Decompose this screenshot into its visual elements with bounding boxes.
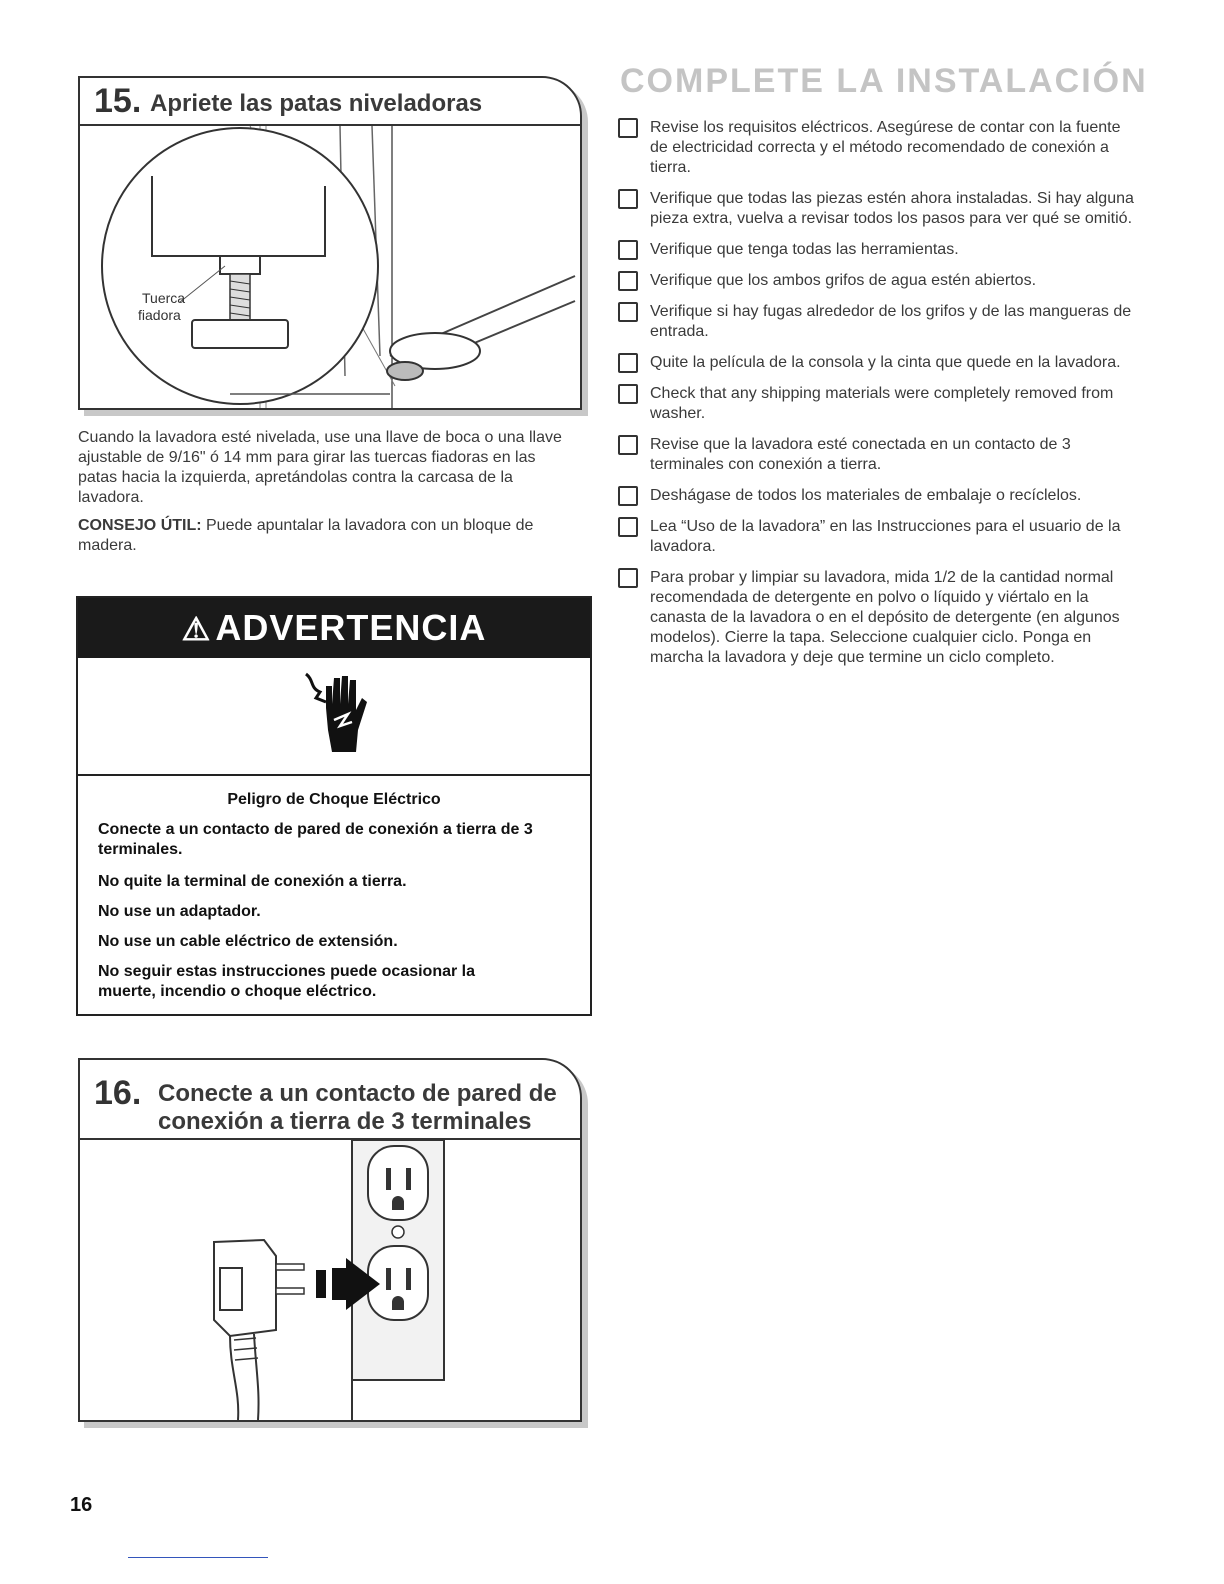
step-15-panel bbox=[78, 76, 582, 410]
step-16-panel bbox=[78, 1058, 582, 1422]
electric-hand-icon bbox=[304, 668, 374, 758]
checkbox[interactable] bbox=[618, 517, 638, 537]
checklist-item-text: Revise que la lavadora esté conectada en un contacto de 3 terminales con conexión a tierra. bbox=[650, 436, 1071, 473]
checkbox[interactable] bbox=[618, 353, 638, 373]
checkbox[interactable] bbox=[618, 435, 638, 455]
step-15-header bbox=[80, 78, 580, 126]
checklist-item-text: Revise los requisitos eléctricos. Asegúrese de contar con la fuente de electricidad correcta y el método recomendado de conexión a tierra. bbox=[650, 119, 1121, 176]
warning-line-terminal: No quite la terminal de conexión a tierra. bbox=[98, 873, 407, 890]
installation-checklist bbox=[618, 118, 1138, 679]
warning-banner-text: ADVERTENCIA bbox=[215, 607, 487, 648]
step-16-title-line1: Conecte a un contacto de pared de bbox=[158, 1080, 557, 1107]
checklist-item[interactable] bbox=[618, 189, 1138, 229]
step-16-number: 16. bbox=[94, 1074, 142, 1112]
checkbox[interactable] bbox=[618, 568, 638, 588]
checkbox[interactable] bbox=[618, 271, 638, 291]
step-15-instructions: Cuando la lavadora esté nivelada, use una llave de boca o una llave ajustable de 9/16" ó 14 mm para girar las tuercas fiadoras en las patas hacia la izquierda, apretándolas contra la carcasa de la lavadora. bbox=[78, 429, 562, 506]
page-number: 16 bbox=[70, 1494, 93, 1516]
complete-installation-title: COMPLETE LA INSTALACIÓN bbox=[620, 62, 1148, 100]
warning-line-grounding: Conecte a un contacto de pared de conexión a tierra de 3 terminales. bbox=[98, 821, 533, 858]
checklist-item-text: Verifique si hay fugas alrededor de los grifos y de las mangueras de entrada. bbox=[650, 303, 1132, 340]
checkbox[interactable] bbox=[618, 302, 638, 322]
electric-shock-warning bbox=[76, 596, 592, 1016]
checkbox[interactable] bbox=[618, 486, 638, 506]
step-16-title-line2: conexión a tierra de 3 terminales bbox=[158, 1108, 532, 1135]
step-15-title: Apriete las patas niveladoras bbox=[150, 90, 483, 117]
checklist-item-text: Check that any shipping materials were completely removed from washer. bbox=[650, 385, 1114, 422]
useful-tip-text: Puede apuntalar la lavadora con un bloque de madera. bbox=[78, 517, 534, 554]
checklist-item[interactable] bbox=[618, 302, 1138, 342]
callout-lock-nut-line2: fiadora bbox=[138, 307, 181, 323]
warning-line-extension: No use un cable eléctrico de extensión. bbox=[98, 933, 398, 950]
leveling-foot-illustration bbox=[80, 126, 580, 408]
checklist-item-text: Para probar y limpiar su lavadora, mida 1/2 de la cantidad normal recomendada de detergente en polvo o líquido y viértalo en la canasta de la lavadora o en el depósito de detergente (en algunos modelos). Cierre la tapa. Seleccione cualquier ciclo. Ponga en marcha la lavadora y deje que termine un ciclo completo. bbox=[650, 569, 1120, 666]
checklist-item-text: Verifique que tenga todas las herramientas. bbox=[650, 241, 959, 258]
checklist-item-text: Lea “Uso de la lavadora” en las Instrucciones para el usuario de la lavadora. bbox=[650, 518, 1121, 555]
checklist-item[interactable] bbox=[618, 486, 1138, 506]
checkbox[interactable] bbox=[618, 240, 638, 260]
checkbox[interactable] bbox=[618, 189, 638, 209]
useful-tip-label: CONSEJO ÚTIL: bbox=[78, 517, 202, 534]
warning-triangle-icon: ⚠ bbox=[181, 611, 212, 647]
checklist-item[interactable] bbox=[618, 568, 1138, 668]
outlet-plug-illustration bbox=[80, 1140, 580, 1420]
step-16-header bbox=[80, 1060, 580, 1140]
warning-line-adapter: No use un adaptador. bbox=[98, 903, 261, 920]
checklist-item[interactable] bbox=[618, 517, 1138, 557]
warning-line-consequence: No seguir estas instrucciones puede ocasionar la muerte, incendio o choque eléctrico. bbox=[98, 963, 476, 1000]
checklist-item[interactable] bbox=[618, 240, 1138, 260]
checkbox[interactable] bbox=[618, 384, 638, 404]
checkbox[interactable] bbox=[618, 118, 638, 138]
checklist-item[interactable] bbox=[618, 384, 1138, 424]
checklist-item-text: Deshágase de todos los materiales de embalaje o recíclelos. bbox=[650, 487, 1082, 504]
checklist-item[interactable] bbox=[618, 271, 1138, 291]
useful-tip bbox=[78, 516, 568, 556]
checklist-item-text: Verifique que los ambos grifos de agua estén abiertos. bbox=[650, 272, 1037, 289]
checklist-item[interactable] bbox=[618, 118, 1138, 178]
checklist-item-text: Quite la película de la consola y la cinta que quede en la lavadora. bbox=[650, 354, 1121, 371]
callout-lock-nut-line1: Tuerca bbox=[142, 290, 186, 306]
checklist-item[interactable] bbox=[618, 353, 1138, 373]
warning-divider bbox=[78, 774, 590, 776]
warning-banner bbox=[78, 598, 590, 658]
checklist-item[interactable] bbox=[618, 435, 1138, 475]
step-15-number: 15. bbox=[94, 82, 142, 120]
footer-rule bbox=[128, 1557, 268, 1558]
hazard-title: Peligro de Choque Eléctrico bbox=[227, 791, 441, 808]
checklist-item-text: Verifique que todas las piezas estén ahora instaladas. Si hay alguna pieza extra, vuelva a revisar todos los pasos para ver qué se omitió. bbox=[650, 190, 1134, 227]
